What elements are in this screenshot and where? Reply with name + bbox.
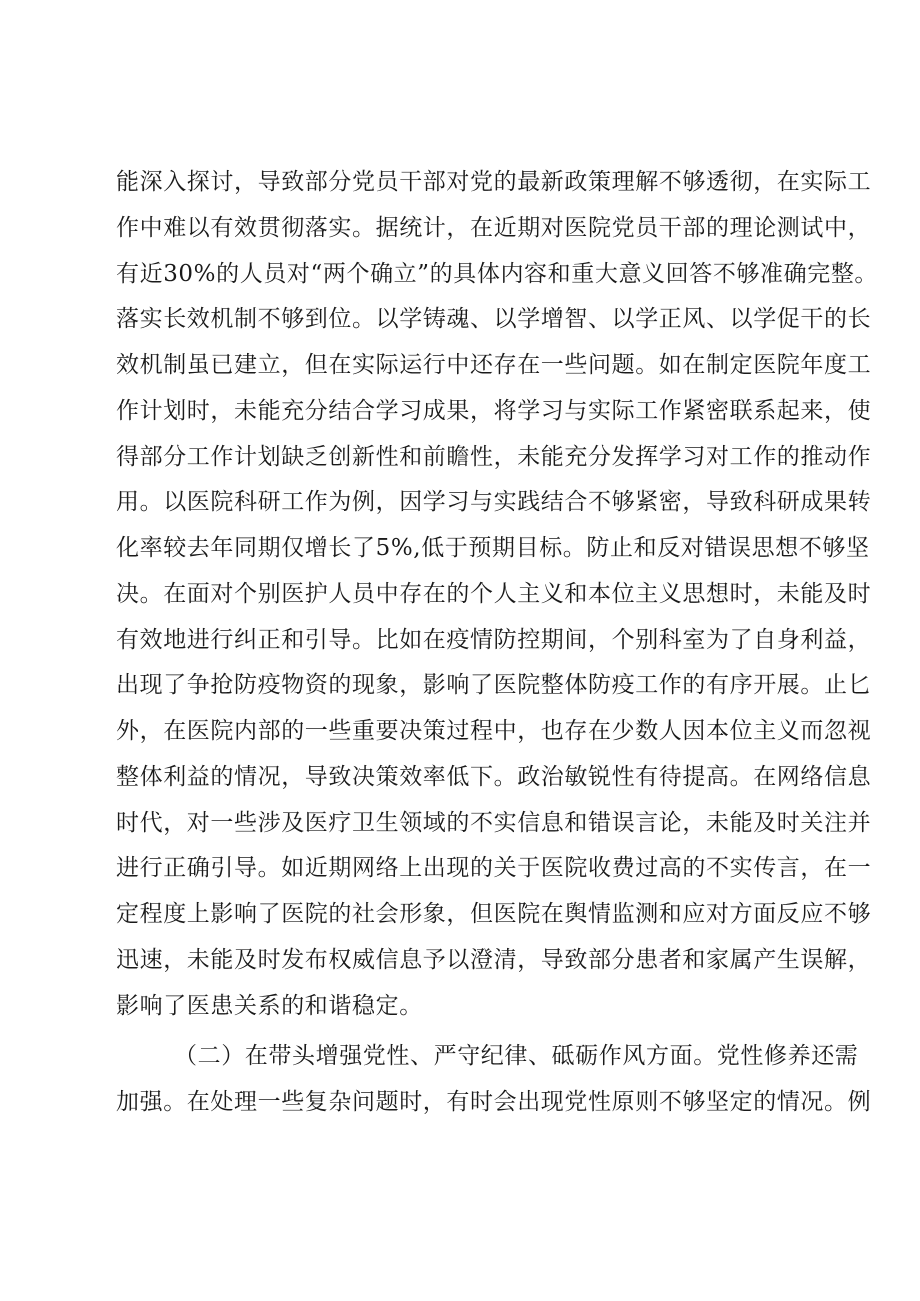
paragraph-line: 作计划时，未能充分结合学习成果，将学习与实际工作紧密联系起来，使 — [116, 397, 872, 424]
paragraph-line: 出现了争抢防疫物资的现象，影响了医院整体防疫工作的有序开展。止匕 — [116, 672, 872, 699]
paragraph-2 — [116, 1034, 872, 1126]
paragraph-line: （二）在带头增强党性、严守纪律、砥砺作风方面。党性修养还需 — [174, 1043, 859, 1069]
paragraph-line: 迅速，未能及时发布权威信息予以澄清，导致部分患者和家属产生误解， — [116, 946, 872, 973]
paragraph-line: 决。在面对个别医护人员中存在的个人主义和本位主义思想时，未能及时 — [116, 580, 872, 607]
paragraph-line: 落实长效机制不够到位。以学铸魂、以学增智、以学正风、以学促干的长 — [116, 306, 872, 333]
paragraph-line: 效机制虽已建立，但在实际运行中还存在一些问题。如在制定医院年度工 — [116, 352, 872, 378]
paragraph-line: 有近30%的人员对“两个确立”的具体内容和重大意义回答不够准确完整。 — [116, 260, 879, 287]
paragraph-line: 得部分工作计划缺乏创新性和前瞻性，未能充分发挥学习对工作的推动作 — [116, 443, 872, 470]
paragraph-line: 能深入探讨，导致部分党员干部对党的最新政策理解不够透彻，在实际工 — [116, 169, 872, 195]
paragraph-line: 时代，对一些涉及医疗卫生领域的不实信息和错误言论，未能及时关注并 — [116, 809, 872, 836]
paragraph-line: 加强。在处理一些复杂问题时，有时会出现党性原则不够坚定的情况。例 — [116, 1088, 872, 1115]
paragraph-line: 外，在医院内部的一些重要决策过程中，也存在少数人因本位主义而忽视 — [116, 718, 872, 744]
paragraph-line: 用。以医院科研工作为例，因学习与实践结合不够紧密，导致科研成果转 — [116, 489, 872, 516]
paragraph-line: 影响了医患关系的和谐稳定。 — [116, 992, 423, 1019]
paragraph-line: 有效地进行纠正和引导。比如在疫情防控期间，个别科室为了自身利益， — [116, 626, 872, 653]
paragraph-line: 化率较去年同期仅增长了5%,低于预期目标。防止和反对错误思想不够坚 — [116, 535, 870, 561]
paragraph-1 — [116, 160, 879, 1029]
paragraph-line: 作中难以有效贯彻落实。据统计，在近期对医院党员干部的理论测试中， — [116, 214, 872, 241]
paragraph-line: 定程度上影响了医院的社会形象，但医院在舆情监测和应对方面反应不够 — [116, 901, 872, 927]
paragraph-line: 整体利益的情况，导致决策效率低下。政治敏锐性有待提高。在网络信息 — [116, 763, 872, 790]
paragraph-line: 进行正确引导。如近期网络上出现的关于医院收费过高的不实传言，在一 — [116, 855, 872, 882]
